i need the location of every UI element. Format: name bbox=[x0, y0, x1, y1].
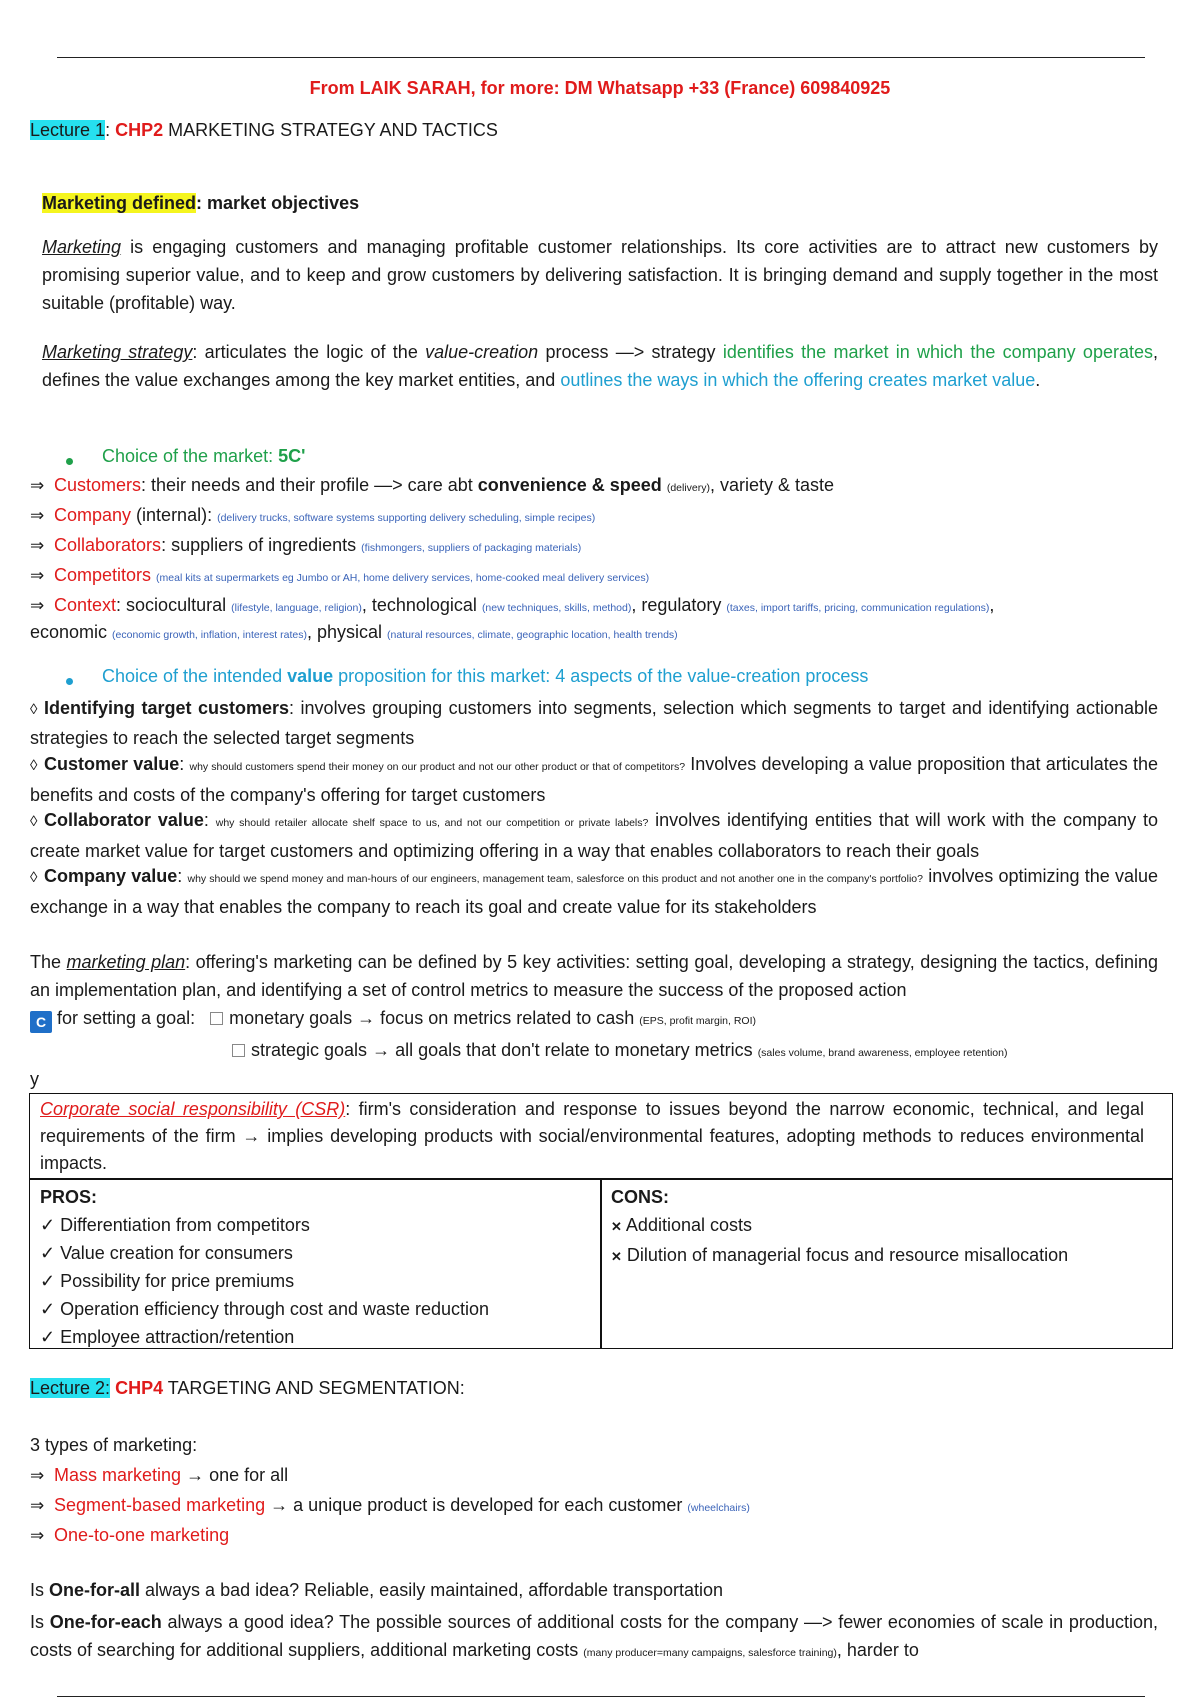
question-one-for-all: Is One-for-all always a bad idea? Reliable, easily maintained, affordable transportation bbox=[30, 1580, 724, 1600]
choice-of-value-proposition: Choice of the intended value proposition for this market: 4 aspects of the value-creation process bbox=[102, 666, 869, 686]
lecture2-title: TARGETING AND SEGMENTATION: bbox=[163, 1378, 465, 1398]
top-rule bbox=[57, 57, 1145, 58]
lecture1-title: MARKETING STRATEGY AND TACTICS bbox=[163, 120, 498, 140]
five-c-company: ⇒ Company (internal): (delivery trucks, software systems supporting delivery scheduling, simple recipes) bbox=[30, 505, 596, 525]
stray-character: y bbox=[30, 1069, 39, 1089]
lecture2-heading bbox=[30, 1378, 465, 1399]
lecture2-label: Lecture 2: bbox=[30, 1378, 111, 1398]
csr-pros: PROS: ✓ Differentiation from competitors ✓ Value creation for consumers ✓ Possibility for price premiums ✓ Operation efficiency through cost and waste reduction ✓ Employee attraction/retention bbox=[40, 1183, 590, 1351]
choice-of-market: Choice of the market: 5C' bbox=[102, 446, 306, 466]
types-intro: 3 types of marketing: bbox=[30, 1435, 198, 1455]
aspect-target-customers: ◊ Identifying target customers: involves grouping customers into segments, selection which segments to target and identifying actionable strategies to reach the selected target segments bbox=[30, 698, 1158, 748]
aspect-company-value: ◊ Company value: why should we spend money and man-hours of our engineers, management team, salesforce on this product and not another one in the company's portfolio? involves optimizing the value exchange in a way that enables the company to reach its goal and create value for its stakeholders bbox=[30, 866, 1159, 917]
c-icon: C bbox=[30, 1011, 52, 1033]
aspect-collaborator-value: ◊ Collaborator value: why should retailer allocate shelf space to us, and not our competition or private labels? involves identifying entities that will work with the company to create market value for target customers and optimizing offering in a way that enables collaborators to reach their goals bbox=[30, 810, 1158, 861]
marketing-plan: The marketing plan: offering's marketing can be defined by 5 key activities: setting goal, developing a strategy, designing the tactics, defining an implementation plan, and identifying a set of control metrics to measure the success of the proposed action bbox=[30, 952, 1158, 1000]
five-c-collaborators: ⇒ Collaborators: suppliers of ingredients (fishmongers, suppliers of packaging materials) bbox=[30, 535, 582, 555]
cons-item: ✕ Dilution of managerial focus and resource misallocation bbox=[611, 1245, 1069, 1265]
pros-item: ✓ Operation efficiency through cost and waste reduction bbox=[40, 1299, 490, 1319]
five-c-competitors: ⇒ Competitors (meal kits at supermarkets eg Jumbo or AH, home delivery services, home-cooked meal delivery services) bbox=[30, 565, 650, 585]
strategy-definition: Marketing strategy: articulates the logic of the value-creation process —> strategy identifies the market in which the company operates, defines the value exchanges among the key market entities, and outlines the ways in which the offering creates market value. bbox=[42, 342, 1158, 390]
five-c-context: ⇒ Context: sociocultural (lifestyle, language, religion), technological (new techniques, skills, method), regulatory (taxes, import tariffs, pricing, communication regulations), bbox=[30, 595, 995, 615]
pros-item: ✓ Employee attraction/retention bbox=[40, 1327, 295, 1347]
lecture1-label: Lecture 1 bbox=[30, 120, 106, 140]
checkbox-icon bbox=[232, 1044, 245, 1057]
five-c-context-cont: economic (economic growth, inflation, interest rates), physical (natural resources, climate, geographic location, health trends) bbox=[30, 622, 678, 642]
lecture2-chapter: CHP4 bbox=[115, 1378, 164, 1398]
five-c-customers: ⇒ Customers: their needs and their profile —> care abt convenience & speed (delivery), variety & taste bbox=[30, 475, 835, 495]
bottom-rule bbox=[57, 1696, 1145, 1697]
pros-item: ✓ Value creation for consumers bbox=[40, 1243, 293, 1263]
pros-item: ✓ Differentiation from competitors bbox=[40, 1215, 310, 1235]
aspect-customer-value: ◊ Customer value: why should customers spend their money on our product and not our other product or that of competitors? Involves developing a value proposition that articulates the benefits and costs of the company's offering for target customers bbox=[30, 754, 1159, 805]
section-heading-marketing-defined: Marketing defined: market objectives bbox=[42, 193, 360, 213]
marketing-definition: Marketing is engaging customers and managing profitable customer relationships. Its core activities are to attract new customers by promising superior value, and to keep and grow customers by delivering satisfaction. It is bringing demand and supply together in the most suitable (profitable) way. bbox=[42, 237, 1158, 313]
lecture1-heading: Lecture 1: CHP2 MARKETING STRATEGY AND TACTICS bbox=[30, 120, 498, 140]
bullet-dot bbox=[66, 458, 73, 465]
page-header: From LAIK SARAH, for more: DM Whatsapp +33 (France) 609840925 bbox=[309, 78, 891, 98]
type-segment: ⇒ Segment-based marketing → a unique product is developed for each customer (wheelchairs) bbox=[30, 1495, 750, 1515]
csr-cons: CONS: ✕ Additional costs ✕ Dilution of managerial focus and resource misallocation bbox=[611, 1183, 1161, 1271]
lecture1-chapter: CHP2 bbox=[115, 120, 164, 140]
type-one-to-one: ⇒ One-to-one marketing bbox=[30, 1525, 230, 1545]
goal-monetary: C for setting a goal: monetary goals → focus on metrics related to cash (EPS, profit margin, ROI) bbox=[30, 1008, 756, 1033]
goal-strategic: strategic goals → all goals that don't relate to monetary metrics (sales volume, brand awareness, employee retention) bbox=[222, 1040, 1007, 1061]
type-mass: ⇒ Mass marketing → one for all bbox=[30, 1465, 289, 1485]
pros-item: ✓ Possibility for price premiums bbox=[40, 1271, 295, 1291]
cons-item: ✕ Additional costs bbox=[611, 1215, 752, 1235]
checkbox-icon bbox=[210, 1012, 223, 1025]
csr-divider-v bbox=[600, 1178, 602, 1349]
csr-definition: Corporate social responsibility (CSR): firm's consideration and response to issues beyond the narrow economic, technical, and legal requirements of the firm → implies developing products with social/environmental features, adopting methods to reduces environmental impacts. bbox=[40, 1099, 1144, 1173]
question-one-for-each: Is One-for-each always a good idea? The possible sources of additional costs for the company —> fewer economies of scale in production, costs of searching for additional suppliers, additional marketing costs (many producer=many campaigns, salesforce training), harder to bbox=[30, 1612, 1158, 1660]
bullet-dot bbox=[66, 678, 73, 685]
